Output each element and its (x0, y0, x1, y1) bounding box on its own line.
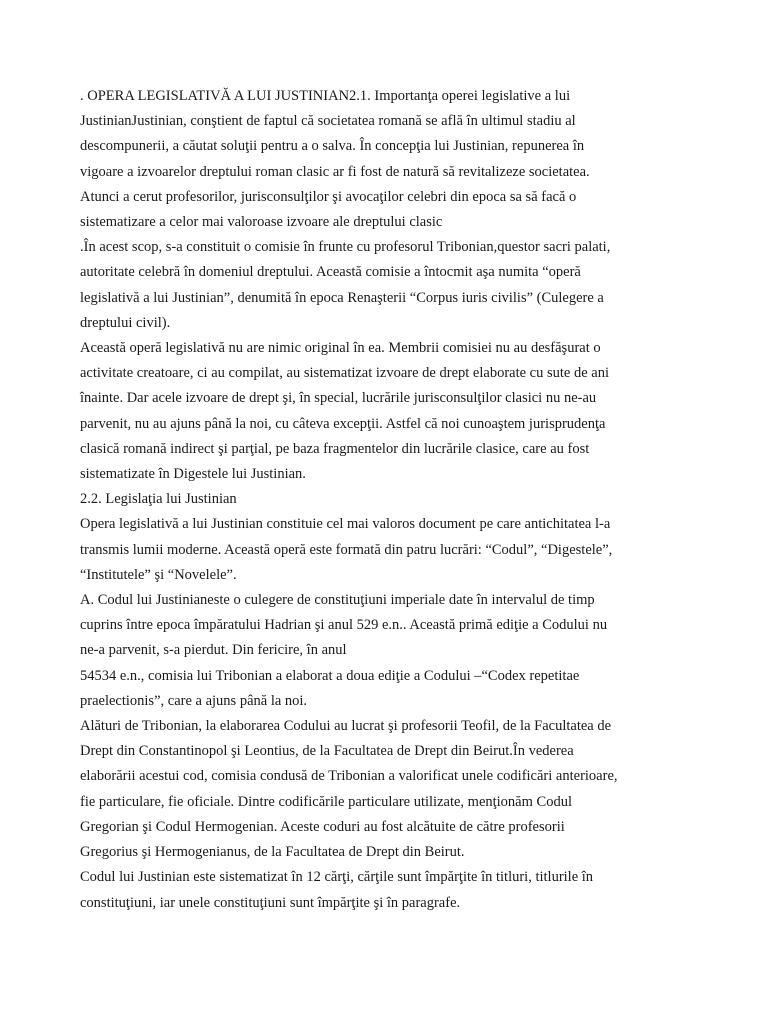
paragraph-tribonian: Alături de Tribonian, la elaborarea Codului au lucrat şi profesorii Teofil, de la Facultatea de Drept din Constantinopol şi Leontius, de la Facultatea de Drept din Beirut.În vederea elaborării acestui cod, comisia condusă de Tribonian a valorificat unele codificări anterioare, fie particulare, fie oficiale. Dintre codificările particulare utilizate, menţionăm Codul Gregorian şi Codul Hermogenian. Aceste coduri au fost alcătuite de către profesorii Gregorius şi Hermogenianus, de la Facultatea de Drept din Beirut. (80, 718, 618, 861)
section-heading-legislation: 2.2. Legislaţia lui Justinian (80, 491, 237, 508)
paragraph-originality: Această operă legislativă nu are nimic original în ea. Membrii comisiei nu au desfăşurat o activitate creatoare, ci au compilat, au sistematizat izvoare de drept elaborate cu sute de ani înainte. Dar acele izvoare de drept şi, în special, lucrările jurisconsulţilor clasici nu ne-au parvenit, nu au ajuns până la noi, cu câteva excepţii. Astfel că noi cunoaştem jurisprudenţa clasică romană indirect şi parţial, pe baza fragmentelor din lucrările clasice, care au fost sistematizate în Digestele lui Justinian. (80, 340, 609, 483)
paragraph-codex-structure: Codul lui Justinian este sistematizat în 12 cărţi, cărţile sunt împărţite în titluri, titlurile în constituţiuni, iar unele constituţiuni sunt împărţite şi în paragrafe. (80, 869, 594, 911)
document-page (80, 84, 700, 916)
paragraph-codex-a: A. Codul lui Justinianeste o culegere de constituţiuni imperiale date în intervalul de timp cuprins între epoca împăratului Hadrian şi anul 529 e.n.. Această primă ediţie a Codului nu ne-a parvenit, s-a pierdut. Din fericire, în anul (80, 592, 608, 659)
paragraph-intro: . OPERA LEGISLATIVĂ A LUI JUSTINIAN2.1. Importanţa operei legislative a lui JustinianJustinian, conştient de faptul că societatea romană se află în ultimul stadiu al descompunerii, a căutat soluţii pentru a o salva. În concepţia lui Justinian, repunerea în vigoare a izvoarelor dreptului roman clasic ar fi fost de natură să revitalizeze societatea. Atunci a cerut profesorilor, jurisconsulţilor şi avocaţilor celebri din epoca sa să facă o sistematizare a celor mai valoroase izvoare ale dreptului clasic (80, 88, 590, 231)
paragraph-codex-second-edition: 54534 e.n., comisia lui Tribonian a elaborat a doua ediţie a Codului –“Codex repetitae praelectionis”, care a ajuns până la noi. (80, 667, 580, 709)
paragraph-commission: .În acest scop, s-a constituit o comisie în frunte cu profesorul Tribonian,questor sacri palati, autoritate celebră în domeniul dreptului. Această comisie a întocmit aşa numita “operă legislativă a lui Justinian”, denumită în epoca Renaşterii “Corpus iuris civilis” (Culegere a dreptului civil). (80, 239, 611, 331)
paragraph-works: Opera legislativă a lui Justinian constituie cel mai valoros document pe care antichitatea l-a transmis lumii moderne. Această operă este formată din patru lucrări: “Codul”, “Digestele”, “Institutele” şi “Novelele”. (80, 516, 613, 583)
